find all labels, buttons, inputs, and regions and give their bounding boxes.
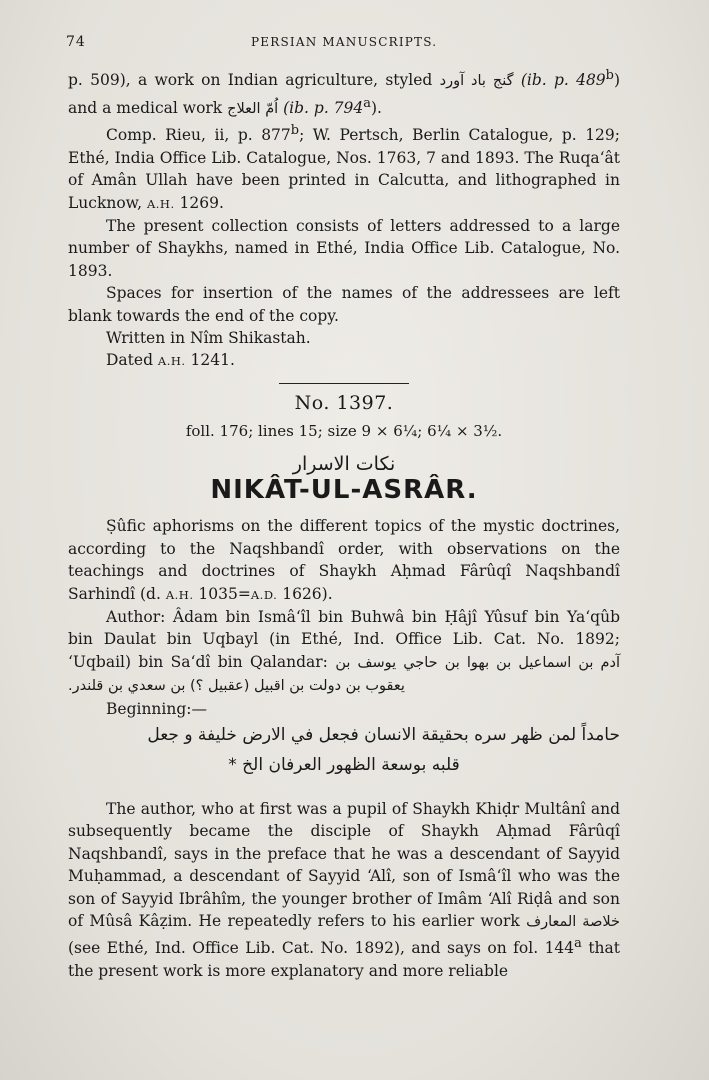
paragraph-spaces: Spaces for insertion of the names of the addressees are left blank towards the end of the copy. xyxy=(68,284,620,325)
text-run: ; W. Pertsch, Berlin Catalogue, p. 129; Ethé, India Office Lib. Catalogue, Nos. 1763, 7 and 1893. The Ruqa‘ât of Amân Ullah have been printed in Calcutta, and lithographed in Lucknow, xyxy=(68,126,620,212)
superscript: b xyxy=(290,123,300,139)
entry-title-arabic: نكات الاسرار xyxy=(292,452,396,475)
paragraph-written: Written in Nîm Shikastah. xyxy=(106,328,311,347)
paragraph-collection: The present collection consists of letters addressed to a large number of Shaykhs, named in Ethé, India Office Lib. Catalogue, No. 1893. xyxy=(68,216,620,280)
paragraph-dated xyxy=(68,349,620,372)
text-run: Comp. Rieu, ii, p. 877 xyxy=(106,126,291,145)
entry-title: NIKÂT-UL-ASRÂR. xyxy=(210,474,478,505)
beginning-arabic-line-1: حامداً لمن ظهر سره بحقيقة الانسان فجعل في الارض خليفة و جعل xyxy=(147,725,620,746)
paragraph-author xyxy=(68,606,620,698)
small-caps: A.H. xyxy=(157,354,186,369)
author-name-arabic: آدم بن اسماعيل بن بهوا بن حاجي يوسف بن يعقوب بن دولت بن اقبيل (عقبيل ؟) بن سعدي بن قلندر. xyxy=(68,654,620,695)
text-run: The author, who at first was a pupil of Shaykh Khiḍr Multânî and subsequently became the disciple of Shaykh Aḥmad Fârûqî Naqshbandî, says in the preface that he was a descendant of Sayyid Muḥammad, a descendant of Sayyid ‘Alî, son of Ismâ‘îl who was the son of Sayyid Ibrâhîm, the younger brother of Imâm ‘Alî Riḍâ and son of Mûsâ Kâẓim. He repeatedly refers to his earlier work xyxy=(68,800,620,931)
text-run: 1035= xyxy=(193,584,251,603)
text-run: p. 509), a work on Indian agriculture, styled xyxy=(68,71,440,90)
text-run: that the present work is more explanatory and more reliable xyxy=(68,939,621,981)
small-caps: A.H. xyxy=(165,587,194,602)
text-run: 1241. xyxy=(185,351,235,370)
page-number: 74 xyxy=(66,34,86,50)
arabic-title-umm: اُمّ العلاج xyxy=(227,100,279,117)
paragraph-comp xyxy=(68,120,620,215)
text-run: (ib. p. 489 xyxy=(513,71,606,90)
small-caps: A.D. xyxy=(250,587,278,602)
running-header xyxy=(66,34,649,54)
running-title: PERSIAN MANUSCRIPTS. xyxy=(251,35,438,49)
text-run: ) xyxy=(613,71,620,90)
text-run: Dated xyxy=(106,351,158,370)
paragraph-works xyxy=(68,65,620,120)
superscript: a xyxy=(574,936,582,952)
text-run: ). xyxy=(370,98,382,117)
spacer xyxy=(68,780,620,798)
text-run: 1269. xyxy=(174,193,224,212)
text-run: 1626). xyxy=(277,584,333,603)
text-run: Author: Âdam bin Ismâ‘îl bin Buhwâ bin Ḥâjî Yûsuf bin Ya‘qûb bin Daulat bin Uqbayl (in Ethé, Ind. Office Lib. Cat. No. 1892; ‘Uqbail) bin Sa‘dî bin Qalandar: xyxy=(68,608,620,671)
section-divider xyxy=(279,383,409,384)
paragraph-author-bio xyxy=(68,798,620,982)
superscript: b xyxy=(605,68,614,83)
beginning-arabic-line-2: قلبه بوسعة الظهور العرفان الخ * xyxy=(228,755,460,776)
arabic-title-ganj: گنج باد آورد xyxy=(439,73,514,90)
page-body xyxy=(68,65,620,982)
text-run: Ṣûfic aphorisms on the different topics of the mystic doctrines, according to the Naqshbandî order, with observations on the teachings and doctrines of Shaykh Aḥmad Fârûqî Naqshbandî Sarhindî (d. xyxy=(68,517,620,603)
entry-number: No. 1397. xyxy=(294,391,394,414)
text-run: (ib. p. 794 xyxy=(278,98,364,117)
superscript: a xyxy=(363,95,371,111)
small-caps: A.H. xyxy=(146,196,175,211)
text-run: (see Ethé, Ind. Office Lib. Cat. No. 1892), and says on fol. 144 xyxy=(68,939,575,958)
beginning-label: Beginning:— xyxy=(106,699,207,718)
paragraph-description xyxy=(68,515,620,606)
entry-folio-info: foll. 176; lines 15; size 9 × 6¼; 6¼ × 3½. xyxy=(185,422,503,441)
earlier-work-arabic: خلاصة المعارف xyxy=(526,914,620,931)
text-run: and a medical work xyxy=(68,98,228,117)
